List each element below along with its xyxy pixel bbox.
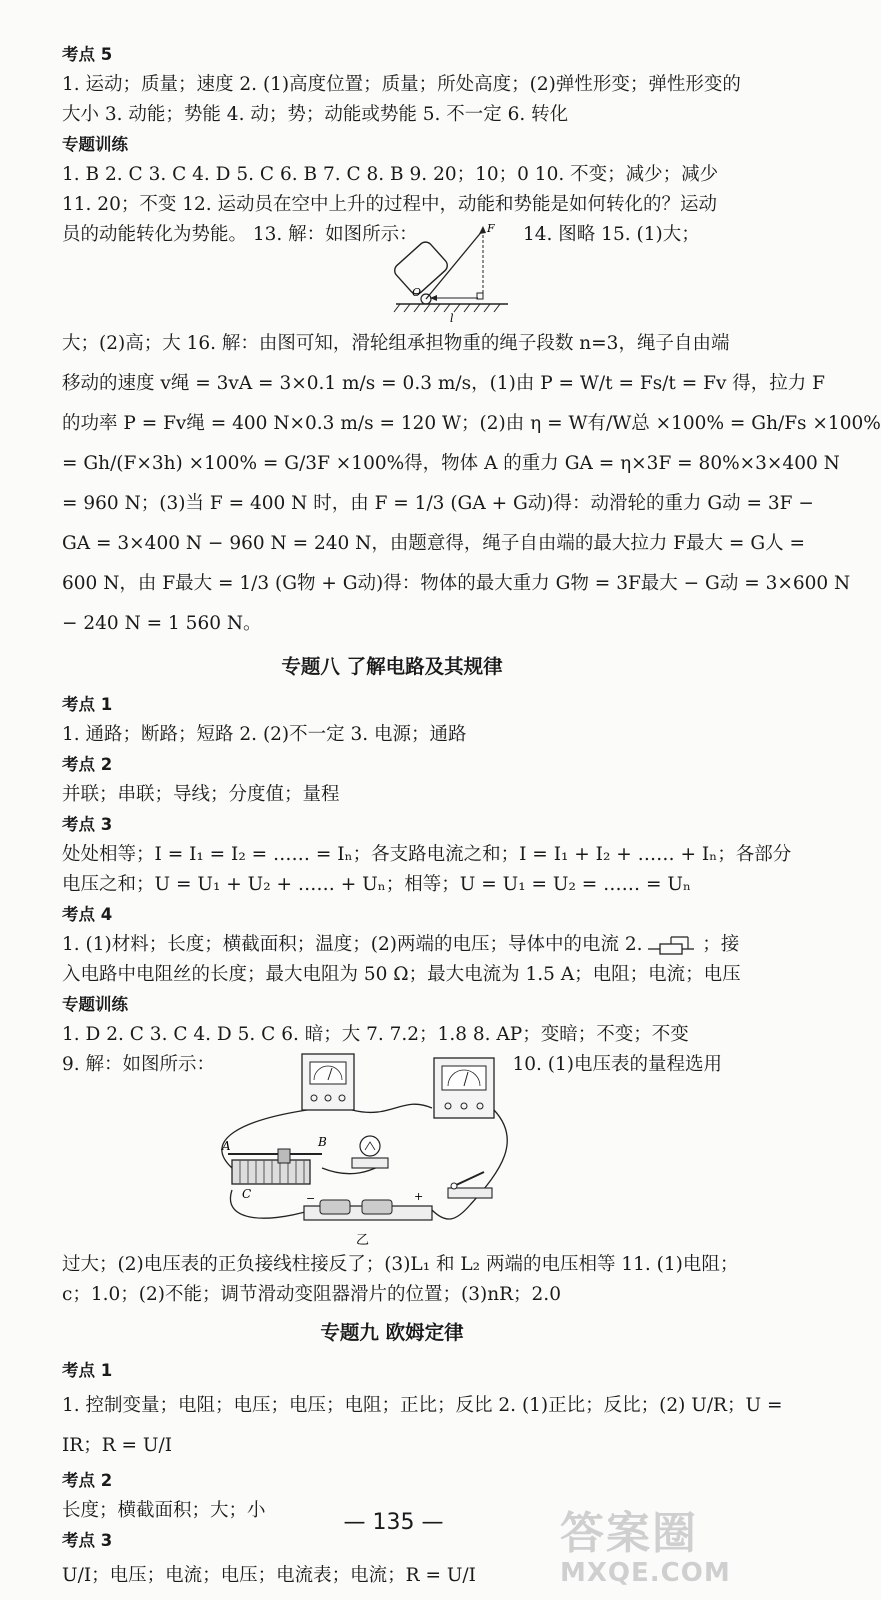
label-c: C — [242, 1187, 252, 1201]
watermark-url: MXQE.COM — [560, 1558, 731, 1588]
label-plus: + — [414, 1190, 424, 1203]
answer-line: 电压之和；U = U₁ + U₂ + …… + Uₙ；相等；U = U₁ = U₂ = …… = Uₙ — [62, 874, 692, 895]
answer-line: 14. 图略 15. (1)大； — [523, 224, 700, 245]
lever-force-figure — [390, 220, 515, 324]
voltmeter-2 — [434, 1058, 494, 1118]
section-heading-training: 专题训练 — [62, 135, 128, 154]
answer-line: 1. 运动；质量；速度 2. (1)高度位置；质量；所处高度；(2)弹性形变；弹性形变的 — [62, 74, 741, 95]
page-number: — 135 — — [343, 1510, 444, 1535]
answer-line: U/I；电压；电流；电压；电流表；电流；R = U/I — [62, 1565, 476, 1586]
switch — [448, 1172, 492, 1198]
answer-line: 1. 控制变量；电阻；电压；电压；电阻；正比；反比 2. (1)正比；反比；(2) U/R；U = — [62, 1395, 783, 1416]
answer-line: IR；R = U/I — [62, 1435, 173, 1456]
voltmeter-1 — [302, 1054, 354, 1110]
watermark-title: 答案圈 — [560, 1508, 698, 1559]
section-heading-kaodian5: 考点 5 — [62, 45, 113, 64]
answer-line: 11. 20；不变 12. 运动员在空中上升的过程中，动能和势能是如何转化的？运动 — [62, 194, 718, 215]
section-heading-kaodian1: 考点 1 — [62, 695, 113, 714]
answer-line: 1. 通路；断路；短路 2. (2)不一定 3. 电源；通路 — [62, 724, 467, 745]
figure-caption: 乙 — [356, 1233, 370, 1248]
section-heading-kaodian2: 考点 2 — [62, 1471, 113, 1490]
answer-page — [62, 40, 881, 1596]
answer-line: 10. (1)电压表的量程选用 — [512, 1054, 722, 1075]
answer-line: c；1.0；(2)不能；调节滑动变阻器滑片的位置；(3)nR；2.0 — [62, 1284, 561, 1305]
circuit-figure — [202, 1050, 522, 1250]
answer-line: 1. B 2. C 3. C 4. D 5. C 6. B 7. C 8. B 9. 20；10；0 10. 不变；减少；减少 — [62, 164, 719, 185]
answer-line: 大；(2)高；大 16. 解：由图可知，滑轮组承担物重的绳子段数 n=3，绳子自由端 — [62, 333, 730, 354]
answer-line: = 960 N；(3)当 F = 400 N 时，由 F = 1/3 (GA + G动)得：动滑轮的重力 G动 = 3F − — [62, 493, 814, 514]
section-heading-kaodian4: 考点 4 — [62, 905, 113, 924]
answer-line: 1. D 2. C 3. C 4. D 5. C 6. 暗；大 7. 7.2；1.8 8. AP；变暗；不变；不变 — [62, 1024, 689, 1045]
section-heading-kaodian2: 考点 2 — [62, 755, 113, 774]
answer-line: 处处相等；I = I₁ = I₂ = …… = Iₙ；各支路电流之和；I = I₁ + I₂ + …… + Iₙ；各部分 — [62, 844, 792, 865]
answer-line: 600 N，由 F最大 = 1/3 (G物 + G动)得：物体的最大重力 G物 = 3F最大 − G动 = 3×600 N — [62, 573, 851, 594]
rheostat-symbol — [648, 935, 696, 955]
answer-line: 长度；横截面积；大；小 — [62, 1500, 266, 1521]
battery-box — [304, 1190, 432, 1220]
section-heading-kaodian3: 考点 3 — [62, 1531, 113, 1550]
label-b: B — [318, 1135, 327, 1149]
section-heading-kaodian3: 考点 3 — [62, 815, 113, 834]
answer-line: 大小 3. 动能；势能 4. 动；势；动能或势能 5. 不一定 6. 转化 — [62, 104, 569, 125]
label-minus: − — [306, 1192, 316, 1205]
answer-line: 并联；串联；导线；分度值；量程 — [62, 784, 340, 805]
chapter-title-9: 专题九 欧姆定律 — [320, 1321, 464, 1344]
answer-line: 过大；(2)电压表的正负接线柱接反了；(3)L₁ 和 L₂ 两端的电压相等 11. (1)电阻； — [62, 1254, 739, 1275]
watermark-logo — [560, 1510, 731, 1588]
answer-line: 的功率 P = Fv绳 = 400 N×0.3 m/s = 120 W；(2)由 η = W有/W总 ×100% = Gh/Fs ×100% — [62, 413, 881, 434]
answer-text: 1. (1)材料；长度；横截面积；温度；(2)两端的电压；导体中的电流 2. — [62, 934, 643, 955]
bulb — [352, 1136, 388, 1168]
answer-line: 9. 解：如图所示： — [62, 1054, 216, 1075]
answer-text: ；接 — [702, 934, 740, 955]
label-f: F — [487, 222, 495, 235]
answer-line: 入电路中电阻丝的长度；最大电阻为 50 Ω；最大电流为 1.5 A；电阻；电流；电压 — [62, 964, 741, 985]
answer-line: − 240 N = 1 560 N。 — [62, 613, 262, 634]
label-a: A — [222, 1139, 231, 1153]
answer-line: 员的动能转化为势能。 13. 解：如图所示： — [62, 224, 418, 245]
answer-line: 移动的速度 v绳 = 3vA = 3×0.1 m/s = 0.3 m/s，(1)由 P = W/t = Fs/t = Fv 得，拉力 F — [62, 373, 825, 394]
answer-line: GA = 3×400 N − 960 N = 240 N，由题意得，绳子自由端的最大拉力 F最大 = G人 = — [62, 533, 805, 554]
answer-line: = Gh/(F×3h) ×100% = G/3F ×100%得，物体 A 的重力 GA = η×3F = 80%×3×400 N — [62, 453, 840, 474]
label-l: l — [450, 312, 454, 325]
section-heading-kaodian1: 考点 1 — [62, 1361, 113, 1380]
section-heading-training: 专题训练 — [62, 995, 128, 1014]
answer-line — [62, 930, 740, 960]
label-o: O — [412, 286, 422, 299]
chapter-title-8: 专题八 了解电路及其规律 — [281, 655, 503, 678]
